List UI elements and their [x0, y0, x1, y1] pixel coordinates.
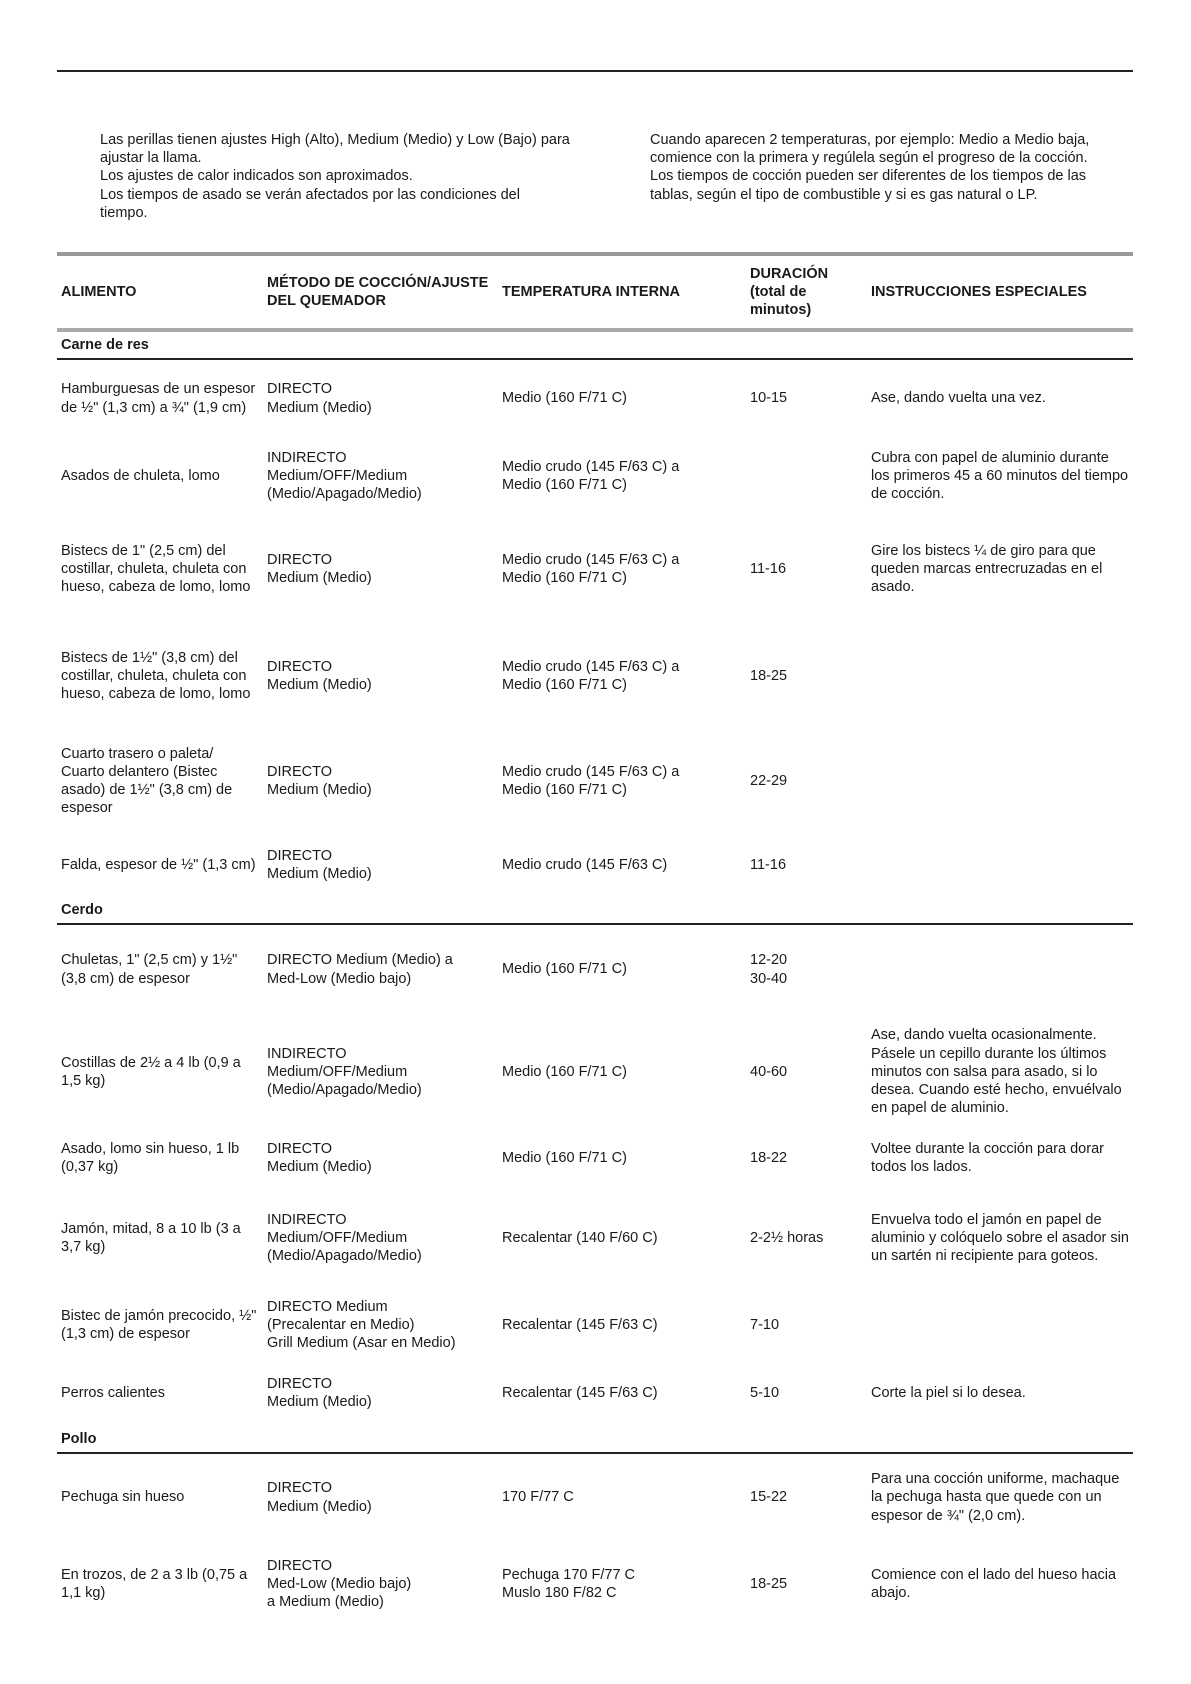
method-cell-line: (Medio/Apagado/Medio)	[267, 1082, 422, 1099]
section-title: Pollo	[57, 1426, 1133, 1453]
instructions-cell	[867, 833, 1133, 897]
duration-cell	[746, 437, 867, 515]
table-row	[57, 833, 1133, 897]
method-cell-line: INDIRECTO	[267, 1211, 347, 1228]
temp-cell	[498, 1130, 746, 1186]
food-cell: Costillas de 2½ a 4 lb (0,9 a 1,5 kg)	[61, 1054, 241, 1089]
table-row	[57, 1186, 1133, 1290]
duration-cell	[746, 359, 867, 437]
food-cell: Falda, espesor de ½" (1,3 cm)	[61, 856, 256, 873]
duration-cell	[746, 1014, 867, 1130]
method-cell	[263, 1360, 498, 1426]
method-cell-line: Medium/OFF/Medium	[267, 1229, 408, 1246]
food-cell: Perros calientes	[61, 1384, 165, 1401]
temp-cell-line: Muslo 180 F/82 C	[502, 1585, 617, 1601]
duration-cell-line: 7-10	[750, 1316, 780, 1333]
method-cell-line: DIRECTO	[267, 551, 332, 568]
method-cell	[263, 359, 498, 437]
table-row	[57, 359, 1133, 437]
method-cell-line: (Medio/Apagado/Medio)	[267, 1248, 422, 1265]
method-cell-line: Medium (Medio)	[267, 1498, 372, 1515]
method-cell-line: DIRECTO	[267, 381, 332, 398]
temp-cell	[498, 1186, 746, 1290]
table-row	[57, 623, 1133, 729]
method-cell	[263, 1541, 498, 1627]
instructions-cell: Para una cocción uniforme, machaque la pechuga hasta que quede con un espesor de ¾" (2,0 cm).	[871, 1471, 1120, 1524]
method-cell-line: DIRECTO	[267, 1480, 332, 1497]
temp-cell	[498, 359, 746, 437]
duration-cell-line: 2-2½ horas	[750, 1229, 824, 1246]
duration-cell	[746, 1453, 867, 1541]
table-row	[57, 1014, 1133, 1130]
instructions-cell: Corte la piel si lo desea.	[871, 1384, 1026, 1401]
temp-cell-line: 170 F/77 C	[502, 1489, 574, 1506]
method-cell-line: Med-Low (Medio bajo)	[267, 970, 412, 987]
food-cell: Hamburguesas de un espesor de ½" (1,3 cm) a ¾" (1,9 cm)	[61, 381, 256, 416]
top-rule	[57, 70, 1133, 72]
duration-cell	[746, 729, 867, 833]
temp-cell-line: Recalentar (145 F/63 C)	[502, 1384, 658, 1401]
temp-cell-line: Medio (160 F/71 C)	[502, 961, 627, 978]
intro-text: Los tiempos de cocción pueden ser diferentes de los tiempos de las tablas, según el tipo de combustible y si es gas natural o LP.	[650, 168, 1087, 203]
temp-cell-line: Medio (160 F/71 C)	[502, 570, 627, 586]
food-cell: Bistec de jamón precocido, ½" (1,3 cm) de espesor	[61, 1307, 257, 1342]
food-cell: En trozos, de 2 a 3 lb (0,75 a 1,1 kg)	[61, 1566, 248, 1601]
intro-text: Los tiempos de asado se verán afectados por las condiciones del tiempo.	[100, 186, 520, 221]
food-cell: Asado, lomo sin hueso, 1 lb (0,37 kg)	[61, 1140, 240, 1175]
temp-cell-line: Medio (160 F/71 C)	[502, 677, 627, 693]
method-cell	[263, 623, 498, 729]
table-row	[57, 1290, 1133, 1360]
method-cell	[263, 1186, 498, 1290]
instructions-cell	[867, 729, 1133, 833]
instructions-cell: Comience con el lado del hueso hacia abajo.	[871, 1566, 1117, 1601]
food-cell: Chuletas, 1" (2,5 cm) y 1½" (3,8 cm) de espesor	[61, 952, 238, 987]
duration-cell-line: 30-40	[750, 970, 788, 987]
instructions-cell: Ase, dando vuelta una vez.	[871, 390, 1046, 407]
method-cell-line: DIRECTO	[267, 847, 332, 864]
duration-cell-line: 5-10	[750, 1384, 780, 1401]
temp-cell	[498, 1453, 746, 1541]
instructions-cell	[867, 924, 1133, 1014]
instructions-cell	[867, 1290, 1133, 1360]
instructions-cell: Gire los bistecs ¼ de giro para que queden marcas entrecruzadas en el asado.	[871, 542, 1103, 596]
header-duration: DURACIÓN (total de minutos)	[746, 254, 867, 330]
section-header-row	[57, 330, 1133, 359]
method-cell-line: Medium (Medio)	[267, 1394, 372, 1410]
temp-cell-line: Medio crudo (145 F/63 C) a	[502, 551, 680, 568]
cooking-chart-table	[57, 252, 1133, 1627]
table-row	[57, 515, 1133, 623]
duration-cell-line: 18-22	[750, 1149, 788, 1166]
temp-cell-line: Medio crudo (145 F/63 C) a	[502, 658, 680, 675]
table-row	[57, 1541, 1133, 1627]
method-cell-line: INDIRECTO	[267, 449, 347, 466]
method-cell-line: DIRECTO	[267, 1375, 332, 1392]
method-cell-line: a Medium (Medio)	[267, 1594, 384, 1611]
temp-cell-line: Recalentar (145 F/63 C)	[502, 1316, 658, 1333]
duration-cell-line: 22-29	[750, 772, 788, 789]
method-cell-line: DIRECTO	[267, 1557, 332, 1574]
food-cell: Cuarto trasero o paleta/ Cuarto delantero (Bistec asado) de 1½" (3,8 cm) de espesor	[61, 745, 233, 817]
temp-cell-line: Medio crudo (145 F/63 C) a	[502, 763, 680, 780]
temp-cell-line: Medio (160 F/71 C)	[502, 1063, 627, 1080]
method-cell-line: Medium (Medio)	[267, 677, 372, 693]
duration-cell	[746, 515, 867, 623]
method-cell-line: Medium (Medio)	[267, 570, 372, 586]
table-row	[57, 437, 1133, 515]
duration-cell	[746, 924, 867, 1014]
temp-cell	[498, 1541, 746, 1627]
temp-cell-line: Medio (160 F/71 C)	[502, 782, 627, 798]
method-cell-line: (Precalentar en Medio)	[267, 1316, 415, 1333]
temp-cell-line: Medio crudo (145 F/63 C)	[502, 856, 668, 873]
food-cell: Pechuga sin hueso	[61, 1489, 185, 1506]
section-header-row	[57, 1426, 1133, 1453]
header-temp: TEMPERATURA INTERNA	[498, 254, 746, 330]
instructions-cell: Envuelva todo el jamón en papel de aluminio y colóquelo sobre el asador sin un sartén ni recipiente para goteos.	[871, 1211, 1129, 1265]
table-row	[57, 729, 1133, 833]
method-cell-line: Medium (Medio)	[267, 866, 372, 882]
instructions-cell: Voltee durante la cocción para dorar todos los lados.	[871, 1140, 1104, 1175]
method-cell	[263, 437, 498, 515]
duration-cell-line: 11-16	[750, 560, 787, 577]
method-cell-line: Grill Medium (Asar en Medio)	[267, 1335, 456, 1352]
table-header-row	[57, 254, 1133, 330]
method-cell-line: DIRECTO	[267, 1140, 332, 1157]
duration-cell	[746, 1360, 867, 1426]
section-header-row	[57, 897, 1133, 924]
duration-cell-line: 18-25	[750, 1575, 788, 1592]
method-cell	[263, 924, 498, 1014]
duration-cell-line: 15-22	[750, 1489, 788, 1506]
method-cell	[263, 833, 498, 897]
duration-cell	[746, 833, 867, 897]
method-cell-line: Medium/OFF/Medium	[267, 467, 408, 484]
duration-cell	[746, 623, 867, 729]
method-cell	[263, 1130, 498, 1186]
temp-cell	[498, 437, 746, 515]
header-food: ALIMENTO	[57, 254, 263, 330]
temp-cell	[498, 729, 746, 833]
duration-cell	[746, 1186, 867, 1290]
method-cell-line: DIRECTO Medium	[267, 1298, 388, 1315]
method-cell-line: Medium (Medio)	[267, 782, 372, 798]
temp-cell	[498, 1290, 746, 1360]
food-cell: Bistecs de 1½" (3,8 cm) del costillar, chuleta, chuleta con hueso, cabeza de lomo, lomo	[61, 649, 251, 703]
food-cell: Jamón, mitad, 8 a 10 lb (3 a 3,7 kg)	[61, 1220, 241, 1255]
temp-cell-line: Pechuga 170 F/77 C	[502, 1566, 636, 1583]
table-body	[57, 330, 1133, 1627]
duration-cell-line: 40-60	[750, 1063, 788, 1080]
temp-cell-line: Recalentar (140 F/60 C)	[502, 1229, 658, 1246]
temp-cell	[498, 515, 746, 623]
method-cell-line: DIRECTO	[267, 763, 332, 780]
table-row	[57, 1130, 1133, 1186]
duration-cell-line: 18-25	[750, 667, 788, 684]
method-cell-line: INDIRECTO	[267, 1045, 347, 1062]
temp-cell	[498, 1014, 746, 1130]
method-cell-line: Medium (Medio)	[267, 399, 372, 416]
section-title: Carne de res	[57, 330, 1133, 359]
method-cell	[263, 1014, 498, 1130]
method-cell-line: Medium (Medio)	[267, 1159, 372, 1175]
temp-cell	[498, 833, 746, 897]
temp-cell-line: Medio (160 F/71 C)	[502, 477, 627, 493]
header-instructions: INSTRUCCIONES ESPECIALES	[867, 254, 1133, 330]
method-cell-line: Medium/OFF/Medium	[267, 1063, 408, 1080]
header-method: MÉTODO DE COCCIÓN/AJUSTE DEL QUEMADOR	[263, 254, 498, 330]
duration-cell	[746, 1130, 867, 1186]
temp-cell	[498, 1360, 746, 1426]
intro-text: Las perillas tienen ajustes High (Alto), Medium (Medio) y Low (Bajo) para ajustar la llama.	[100, 132, 570, 167]
duration-cell-line: 12-20	[750, 952, 788, 969]
food-cell: Asados de chuleta, lomo	[61, 467, 220, 484]
method-cell	[263, 1290, 498, 1360]
method-cell-line: DIRECTO	[267, 658, 332, 675]
method-cell	[263, 729, 498, 833]
section-title: Cerdo	[57, 897, 1133, 924]
temp-cell	[498, 924, 746, 1014]
intro-text: Cuando aparecen 2 temperaturas, por ejemplo: Medio a Medio baja, comience con la primera y regúlela según el progreso de la cocción.	[650, 132, 1090, 167]
method-cell	[263, 1453, 498, 1541]
temp-cell-line: Medio crudo (145 F/63 C) a	[502, 458, 680, 475]
instructions-cell: Ase, dando vuelta ocasionalmente. Pásele un cepillo durante los últimos minutos con salsa para asado, si lo desea. Cuando esté hecho, envuélvalo en papel de aluminio.	[871, 1027, 1122, 1117]
table-row	[57, 924, 1133, 1014]
instructions-cell	[867, 623, 1133, 729]
intro-left	[100, 131, 570, 222]
table-row	[57, 1360, 1133, 1426]
method-cell	[263, 515, 498, 623]
method-cell-line: DIRECTO Medium (Medio) a	[267, 952, 453, 969]
intro-text: Los ajustes de calor indicados son aproximados.	[100, 168, 413, 185]
food-cell: Bistecs de 1" (2,5 cm) del costillar, chuleta, chuleta con hueso, cabeza de lomo, lomo	[61, 542, 251, 596]
duration-cell	[746, 1290, 867, 1360]
method-cell-line: Med-Low (Medio bajo)	[267, 1575, 412, 1592]
temp-cell	[498, 623, 746, 729]
table-row	[57, 1453, 1133, 1541]
instructions-cell: Cubra con papel de aluminio durante los primeros 45 a 60 minutos del tiempo de cocción.	[871, 449, 1129, 503]
method-cell-line: (Medio/Apagado/Medio)	[267, 486, 422, 503]
temp-cell-line: Medio (160 F/71 C)	[502, 1149, 627, 1166]
duration-cell-line: 10-15	[750, 390, 788, 407]
intro-right	[650, 131, 1120, 204]
duration-cell-line: 11-16	[750, 856, 787, 873]
temp-cell-line: Medio (160 F/71 C)	[502, 390, 627, 407]
duration-cell	[746, 1541, 867, 1627]
